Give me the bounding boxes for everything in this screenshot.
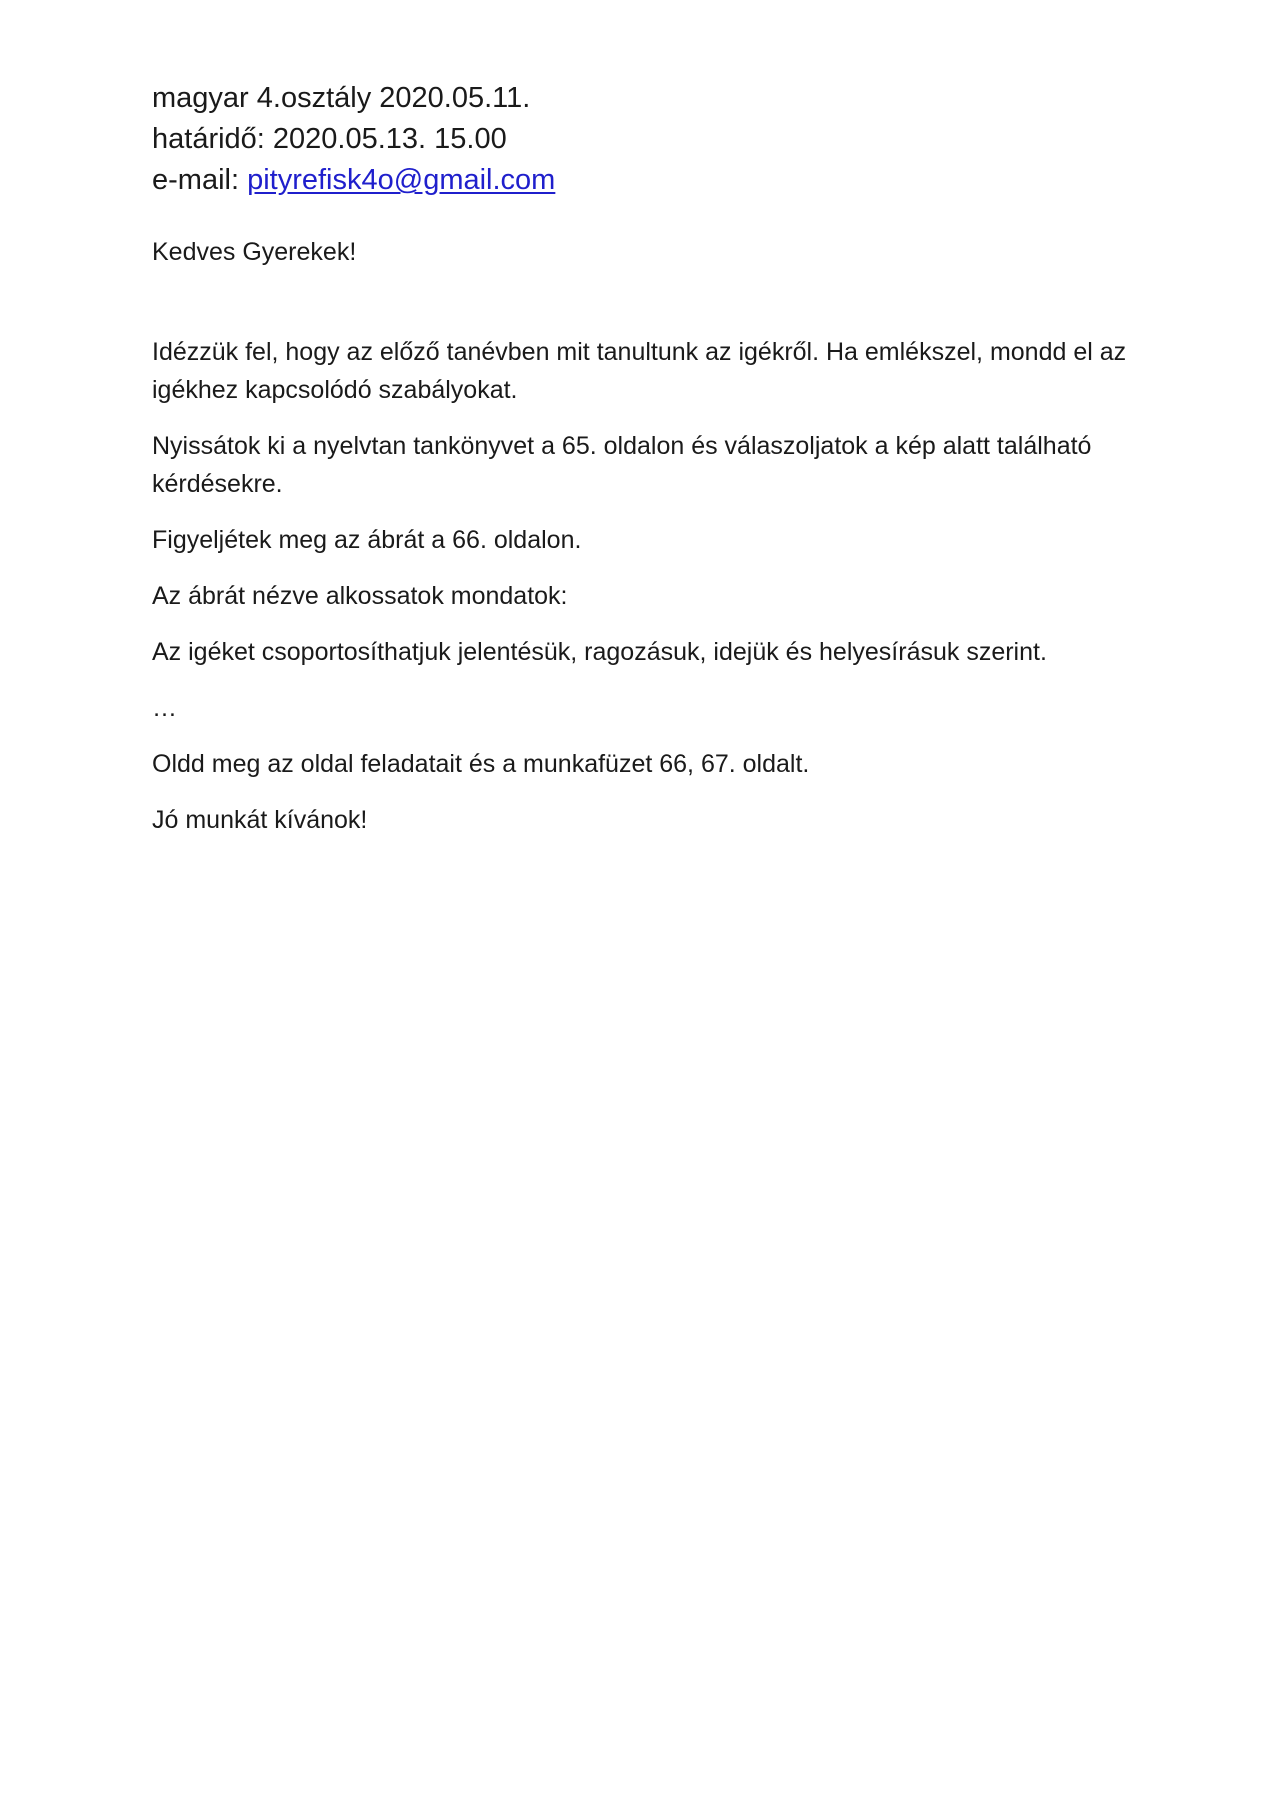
document-header	[152, 78, 1132, 201]
email-label: e-mail:	[152, 164, 248, 196]
paragraph-workbook: Oldd meg az oldal feladatait és a munkafüzet 66, 67. oldalt.	[152, 750, 810, 778]
paragraph-recall: Idézzük fel, hogy az előző tanévben mit tanultunk az igékről. Ha emlékszel, mondd el az igékhez kapcsolódó szabályokat.	[152, 338, 1127, 404]
email-line	[152, 160, 1132, 201]
subject-line: magyar 4.osztály 2020.05.11.	[152, 82, 531, 114]
paragraph-example: Az igéket csoportosíthatjuk jelentésük, ragozásuk, idejük és helyesírásuk szerint.	[152, 638, 1047, 666]
document-body	[152, 333, 1132, 839]
document-page	[152, 78, 1132, 857]
paragraph-sentences: Az ábrát nézve alkossatok mondatok:	[152, 582, 568, 610]
paragraph-closing: Jó munkát kívánok!	[152, 806, 368, 834]
paragraph-ellipsis: …	[152, 694, 177, 722]
deadline-line: határidő: 2020.05.13. 15.00	[152, 123, 507, 155]
email-link[interactable]: pityrefisk4o@gmail.com	[247, 164, 556, 196]
paragraph-figure: Figyeljétek meg az ábrát a 66. oldalon.	[152, 526, 582, 554]
paragraph-textbook: Nyissátok ki a nyelvtan tankönyvet a 65. oldalon és válaszoljatok a kép alatt található kérdésekre.	[152, 432, 1092, 498]
greeting: Kedves Gyerekek!	[152, 238, 357, 266]
